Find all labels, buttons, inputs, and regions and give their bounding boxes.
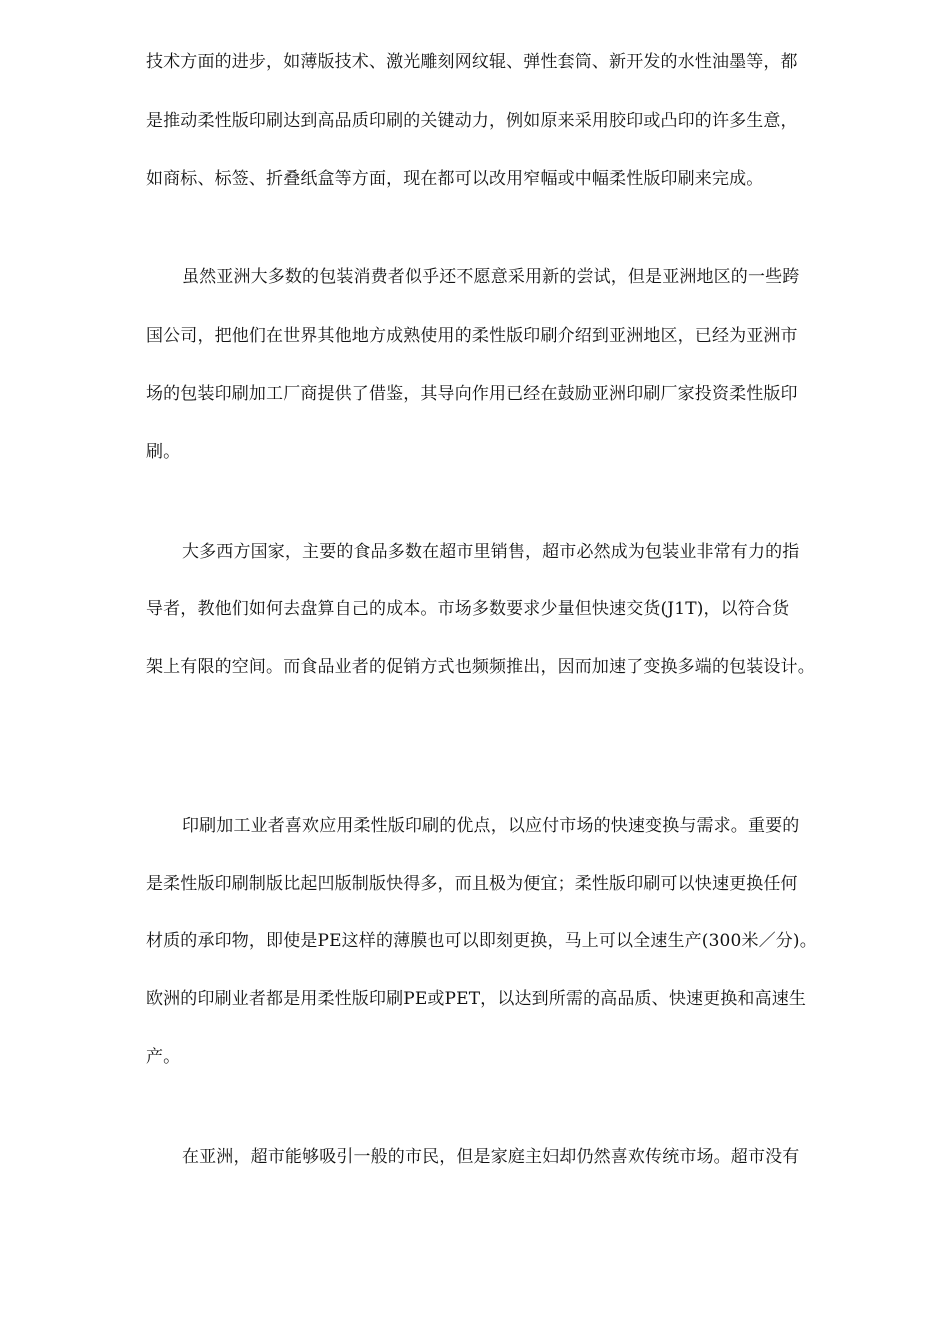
paragraph-3-line-1: 大多西方国家，主要的食品多数在超市里销售，超市必然成为包装业非常有力的指 bbox=[182, 542, 800, 562]
paragraph-1-line-1: 技术方面的进步，如薄版技术、激光雕刻网纹辊、弹性套筒、新开发的水性油墨等，都 bbox=[146, 52, 798, 72]
paragraph-2-line-1: 虽然亚洲大多数的包装消费者似乎还不愿意采用新的尝试，但是亚洲地区的一些跨 bbox=[182, 267, 800, 287]
paragraph-1-line-2: 是推动柔性版印刷达到高品质印刷的关键动力，例如原来采用胶印或凸印的许多生意， bbox=[146, 111, 798, 131]
paragraph-2-line-2: 国公司，把他们在世界其他地方成熟使用的柔性版印刷介绍到亚洲地区，已经为亚洲市 bbox=[146, 326, 798, 346]
paragraph-5-line-1: 在亚洲，超市能够吸引一般的市民，但是家庭主妇却仍然喜欢传统市场。超市没有 bbox=[182, 1147, 800, 1167]
paragraph-2-line-3: 场的包装印刷加工厂商提供了借鉴，其导向作用已经在鼓励亚洲印刷厂家投资柔性版印 bbox=[146, 384, 798, 404]
paragraph-3-line-2: 导者，教他们如何去盘算自己的成本。市场多数要求少量但快速交货(J1T)，以符合货 bbox=[146, 599, 790, 619]
paragraph-2-line-4: 刷。 bbox=[146, 442, 181, 462]
paragraph-4-line-4: 欧洲的印刷业者都是用柔性版印刷PE或PET，以达到所需的高品质、快速更换和高速生 bbox=[146, 989, 807, 1009]
paragraph-4-line-3: 材质的承印物，即使是PE这样的薄膜也可以即刻更换，马上可以全速生产(300米／分)。 bbox=[146, 931, 817, 951]
paragraph-4-line-5: 产。 bbox=[146, 1047, 181, 1067]
paragraph-4-line-2: 是柔性版印刷制版比起凹版制版快得多，而且极为便宜；柔性版印刷可以快速更换任何 bbox=[146, 874, 798, 894]
paragraph-4-line-1: 印刷加工业者喜欢应用柔性版印刷的优点，以应付市场的快速变换与需求。重要的 bbox=[182, 816, 800, 836]
paragraph-1-line-3: 如商标、标签、折叠纸盒等方面，现在都可以改用窄幅或中幅柔性版印刷来完成。 bbox=[146, 169, 764, 189]
paragraph-3-line-3: 架上有限的空间。而食品业者的促销方式也频频推出，因而加速了变换多端的包装设计。 bbox=[146, 657, 815, 677]
